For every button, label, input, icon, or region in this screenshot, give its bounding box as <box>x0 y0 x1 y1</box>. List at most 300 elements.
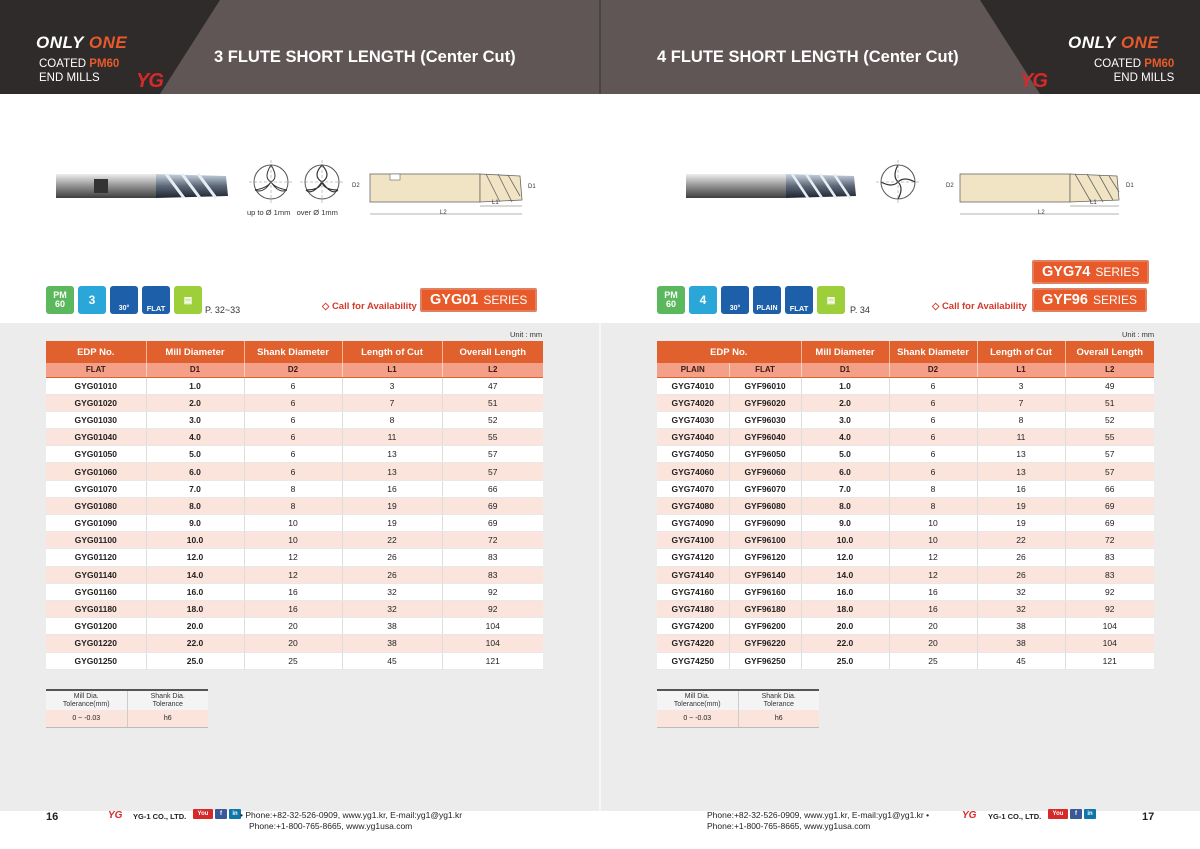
table-cell: 16 <box>889 600 977 617</box>
table-cell: 57 <box>1065 463 1154 480</box>
table-cell: GYG74160 <box>657 583 729 600</box>
table-cell: 6.0 <box>146 463 244 480</box>
table-cell: GYF96250 <box>729 652 801 669</box>
table-cell: GYG01010 <box>46 377 146 394</box>
table-row <box>657 532 1154 549</box>
table-row <box>657 377 1154 394</box>
table-cell: 13 <box>342 463 442 480</box>
tol-header-mill: Mill Dia. Tolerance(mm) <box>46 690 127 710</box>
table-cell: GYG74050 <box>657 446 729 463</box>
sub-d1: D1 <box>146 363 244 377</box>
table-cell: 6 <box>244 411 342 428</box>
pm60-icon-right: PM 60 <box>657 286 685 314</box>
table-cell: GYF96200 <box>729 618 801 635</box>
table-cell: GYG74070 <box>657 480 729 497</box>
l2-label-left: L2 <box>440 210 447 216</box>
call-availability-right: ◇ Call for Availability <box>932 301 1027 312</box>
table-cell: 52 <box>1065 411 1154 428</box>
plain-end-icon: PLAIN <box>753 286 781 314</box>
spec-table-3flute <box>46 341 543 670</box>
table-cell: 16.0 <box>146 583 244 600</box>
d2-label-left: D2 <box>352 183 360 189</box>
tol-value-shank: h6 <box>738 710 819 727</box>
table-cell: 6 <box>889 411 977 428</box>
table-cell: 14.0 <box>146 566 244 583</box>
table-cell: GYG74250 <box>657 652 729 669</box>
table-cell: 83 <box>442 549 543 566</box>
flat-end-icon-right: FLAT <box>785 286 813 314</box>
cross-section-caption-left: up to Ø 1mm over Ø 1mm <box>247 208 338 217</box>
col-overall-length: Overall Length <box>442 341 543 363</box>
table-cell: 6.0 <box>801 463 889 480</box>
table-cell: GYG01100 <box>46 532 146 549</box>
col-length-of-cut: Length of Cut <box>342 341 442 363</box>
page-ref-right: P. 34 <box>850 305 870 315</box>
tol-header-mill: Mill Dia. Tolerance(mm) <box>657 690 738 710</box>
table-row <box>46 652 543 669</box>
sub-l2: L2 <box>442 363 543 377</box>
table-cell: 7 <box>342 394 442 411</box>
table-cell: GYG74140 <box>657 566 729 583</box>
table-cell: 104 <box>1065 618 1154 635</box>
table-cell: 7.0 <box>801 480 889 497</box>
cross-section-up-to-1mm <box>247 158 297 204</box>
table-row <box>46 635 543 652</box>
table-cell: GYG01140 <box>46 566 146 583</box>
table-cell: 49 <box>1065 377 1154 394</box>
endmill-photo-4flute <box>686 170 862 202</box>
table-cell: 22 <box>342 532 442 549</box>
table-cell: 92 <box>1065 600 1154 617</box>
table-cell: GYF96120 <box>729 549 801 566</box>
tolerance-table-left <box>46 689 208 728</box>
table-row <box>46 515 543 532</box>
table-cell: 20 <box>889 635 977 652</box>
table-cell: GYF96220 <box>729 635 801 652</box>
sub-l1: L1 <box>977 363 1065 377</box>
four-flute-icon: 4 <box>689 286 717 314</box>
table-cell: 69 <box>442 515 543 532</box>
table-cell: GYG74020 <box>657 394 729 411</box>
table-cell: 6 <box>244 463 342 480</box>
sub-d2: D2 <box>244 363 342 377</box>
table-cell: GYG01070 <box>46 480 146 497</box>
table-cell: 83 <box>442 566 543 583</box>
table-row <box>657 480 1154 497</box>
table-cell: 1.0 <box>801 377 889 394</box>
col-edp: EDP No. <box>657 341 801 363</box>
endmill-photo-3flute <box>56 170 232 202</box>
table-cell: 6 <box>244 429 342 446</box>
table-cell: 83 <box>1065 566 1154 583</box>
table-cell: 18.0 <box>801 600 889 617</box>
d2-label-right: D2 <box>946 183 954 189</box>
table-cell: 3 <box>342 377 442 394</box>
three-flute-icon: 3 <box>78 286 106 314</box>
table-cell: 4.0 <box>801 429 889 446</box>
table-cell: 32 <box>342 600 442 617</box>
table-row <box>46 446 543 463</box>
d1-label-right: D1 <box>1126 183 1134 189</box>
col-shank-diameter: Shank Diameter <box>244 341 342 363</box>
table-cell: GYG01120 <box>46 549 146 566</box>
table-cell: 66 <box>1065 480 1154 497</box>
sub-d2: D2 <box>889 363 977 377</box>
table-cell: 32 <box>977 600 1065 617</box>
sub-d1: D1 <box>801 363 889 377</box>
table-cell: 32 <box>342 583 442 600</box>
yg-footer-logo-right: YG <box>962 810 977 821</box>
unit-label-left: Unit : mm <box>510 330 543 339</box>
table-cell: 11 <box>342 429 442 446</box>
table-cell: 5.0 <box>801 446 889 463</box>
table-cell: GYG01020 <box>46 394 146 411</box>
table-row <box>46 583 543 600</box>
table-cell: 8 <box>977 411 1065 428</box>
table-cell: 3.0 <box>146 411 244 428</box>
table-cell: 1.0 <box>146 377 244 394</box>
table-cell: GYF96160 <box>729 583 801 600</box>
facebook-icon[interactable]: f <box>1070 809 1082 819</box>
table-cell: GYG01030 <box>46 411 146 428</box>
pm60-icon-left: PM 60 <box>46 286 74 314</box>
sub-l1: L1 <box>342 363 442 377</box>
table-cell: 16.0 <box>801 583 889 600</box>
table-cell: GYF96030 <box>729 411 801 428</box>
table-row <box>46 394 543 411</box>
table-cell: GYG01220 <box>46 635 146 652</box>
table-cell: 26 <box>342 549 442 566</box>
company-name-right: YG-1 CO., LTD. <box>988 812 1042 821</box>
table-row <box>657 583 1154 600</box>
table-cell: 19 <box>977 515 1065 532</box>
table-cell: 8 <box>244 480 342 497</box>
sub-flat: FLAT <box>729 363 801 377</box>
table-cell: GYF96140 <box>729 566 801 583</box>
table-cell: 51 <box>1065 394 1154 411</box>
table-cell: 13 <box>342 446 442 463</box>
table-cell: 72 <box>1065 532 1154 549</box>
table-cell: 45 <box>342 652 442 669</box>
table-cell: 25.0 <box>801 652 889 669</box>
table-cell: 25 <box>889 652 977 669</box>
table-cell: GYF96020 <box>729 394 801 411</box>
yg-footer-logo-left: YG <box>108 810 123 821</box>
table-cell: 6 <box>244 377 342 394</box>
tol-value-shank: h6 <box>127 710 208 727</box>
table-row <box>657 515 1154 532</box>
table-cell: 9.0 <box>801 515 889 532</box>
table-row <box>657 497 1154 514</box>
table-cell: 19 <box>977 497 1065 514</box>
table-cell: GYG74200 <box>657 618 729 635</box>
page-title-right: 4 FLUTE SHORT LENGTH (Center Cut) <box>657 48 959 66</box>
col-mill-diameter: Mill Diameter <box>146 341 244 363</box>
table-cell: 38 <box>977 635 1065 652</box>
table-cell: 20.0 <box>146 618 244 635</box>
material-icon-left: ▤ <box>174 286 202 314</box>
table-cell: 12 <box>244 549 342 566</box>
table-cell: 57 <box>442 463 543 480</box>
page-header <box>0 0 1200 94</box>
table-cell: 11 <box>977 429 1065 446</box>
table-cell: 10 <box>889 532 977 549</box>
table-cell: GYG01090 <box>46 515 146 532</box>
material-icon-right: ▤ <box>817 286 845 314</box>
coated-pm60-left: COATED PM60 END MILLS <box>39 58 120 84</box>
social-links-left <box>193 809 241 819</box>
table-cell: 69 <box>1065 515 1154 532</box>
table-cell: 92 <box>442 583 543 600</box>
table-cell: GYF96060 <box>729 463 801 480</box>
table-cell: 6 <box>889 377 977 394</box>
unit-label-right: Unit : mm <box>1122 330 1155 339</box>
table-cell: 3 <box>977 377 1065 394</box>
table-cell: 7.0 <box>146 480 244 497</box>
helix-angle-icon-left: 30° <box>110 286 138 314</box>
table-cell: 16 <box>244 583 342 600</box>
youtube-icon[interactable]: You <box>193 809 213 819</box>
contact-info-right: Phone:+82-32-526-0909, www.yg1.kr, E-mail:yg1@yg1.kr • Phone:+1-800-765-8665, www.yg1usa.com <box>707 810 930 831</box>
tolerance-table-right <box>657 689 819 728</box>
table-cell: GYG74120 <box>657 549 729 566</box>
table-cell: 57 <box>442 446 543 463</box>
table-cell: 6 <box>889 429 977 446</box>
table-cell: 55 <box>1065 429 1154 446</box>
table-cell: GYG01180 <box>46 600 146 617</box>
table-cell: GYF96090 <box>729 515 801 532</box>
table-cell: GYF96180 <box>729 600 801 617</box>
tol-header-shank: Shank Dia. Tolerance <box>127 690 208 710</box>
youtube-icon[interactable]: You <box>1048 809 1068 819</box>
table-row <box>46 463 543 480</box>
table-cell: 18.0 <box>146 600 244 617</box>
page-ref-left: P. 32~33 <box>205 305 241 315</box>
table-row <box>657 618 1154 635</box>
table-cell: GYG74100 <box>657 532 729 549</box>
page-number-right: 17 <box>1142 811 1155 823</box>
table-cell: 10.0 <box>146 532 244 549</box>
table-cell: GYF96010 <box>729 377 801 394</box>
table-cell: 72 <box>442 532 543 549</box>
table-cell: 32 <box>977 583 1065 600</box>
table-cell: 10.0 <box>801 532 889 549</box>
yg-logo-left: YG <box>136 70 163 92</box>
d1-label-left: D1 <box>528 184 536 190</box>
table-cell: GYG74030 <box>657 411 729 428</box>
table-cell: 104 <box>1065 635 1154 652</box>
table-cell: 121 <box>442 652 543 669</box>
table-row <box>657 463 1154 480</box>
table-cell: 16 <box>977 480 1065 497</box>
table-row <box>657 446 1154 463</box>
table-cell: 5.0 <box>146 446 244 463</box>
l1-label-right: L1 <box>1090 200 1097 206</box>
table-row <box>46 566 543 583</box>
table-cell: GYG01060 <box>46 463 146 480</box>
table-row <box>657 429 1154 446</box>
table-cell: 22.0 <box>146 635 244 652</box>
linkedin-icon[interactable]: in <box>1084 809 1096 819</box>
yg-logo-right: YG <box>1020 70 1047 92</box>
table-cell: GYG01080 <box>46 497 146 514</box>
social-links-right <box>1048 809 1096 819</box>
table-cell: 25.0 <box>146 652 244 669</box>
table-cell: 57 <box>1065 446 1154 463</box>
table-row <box>657 394 1154 411</box>
table-cell: 92 <box>1065 583 1154 600</box>
facebook-icon[interactable]: f <box>215 809 227 819</box>
series-badge-gyg01: GYG01 SERIES <box>420 288 537 312</box>
table-cell: 26 <box>342 566 442 583</box>
table-row <box>657 566 1154 583</box>
sub-l2: L2 <box>1065 363 1154 377</box>
helix-angle-icon-right: 30° <box>721 286 749 314</box>
coated-pm60-right: COATED PM60 END MILLS <box>1094 58 1175 84</box>
table-cell: 8 <box>244 497 342 514</box>
table-cell: GYF96100 <box>729 532 801 549</box>
table-cell: 104 <box>442 635 543 652</box>
tol-value-mill: 0 ~ -0.03 <box>657 710 738 727</box>
table-row <box>657 411 1154 428</box>
table-cell: GYG01160 <box>46 583 146 600</box>
table-cell: 69 <box>1065 497 1154 514</box>
page-divider <box>599 323 601 811</box>
tol-value-mill: 0 ~ -0.03 <box>46 710 127 727</box>
table-cell: 2.0 <box>801 394 889 411</box>
table-cell: 38 <box>342 635 442 652</box>
table-cell: 6 <box>244 446 342 463</box>
sub-plain: PLAIN <box>657 363 729 377</box>
table-cell: 10 <box>244 532 342 549</box>
linkedin-icon[interactable]: in <box>229 809 241 819</box>
table-row <box>46 618 543 635</box>
header-divider <box>599 0 601 94</box>
table-row <box>657 600 1154 617</box>
table-row <box>657 652 1154 669</box>
table-cell: GYG01250 <box>46 652 146 669</box>
table-cell: 9.0 <box>146 515 244 532</box>
table-cell: 7 <box>977 394 1065 411</box>
table-cell: 3.0 <box>801 411 889 428</box>
table-row <box>46 600 543 617</box>
table-cell: 20 <box>244 618 342 635</box>
table-cell: GYG74010 <box>657 377 729 394</box>
col-mill-diameter: Mill Diameter <box>801 341 889 363</box>
page-title-left: 3 FLUTE SHORT LENGTH (Center Cut) <box>214 48 516 66</box>
table-cell: 14.0 <box>801 566 889 583</box>
l1-label-left: L1 <box>492 200 499 206</box>
cross-section-4flute <box>874 158 924 204</box>
flat-end-icon-left: FLAT <box>142 286 170 314</box>
dimension-drawing-4flute <box>945 166 1140 228</box>
table-cell: GYG01040 <box>46 429 146 446</box>
table-cell: 12.0 <box>146 549 244 566</box>
table-cell: 6 <box>244 394 342 411</box>
table-cell: 66 <box>442 480 543 497</box>
table-cell: 6 <box>889 394 977 411</box>
table-cell: 8.0 <box>146 497 244 514</box>
col-length-of-cut: Length of Cut <box>977 341 1065 363</box>
table-cell: 51 <box>442 394 543 411</box>
table-row <box>46 480 543 497</box>
table-cell: 55 <box>442 429 543 446</box>
table-cell: 8.0 <box>801 497 889 514</box>
table-cell: GYG74080 <box>657 497 729 514</box>
table-cell: 8 <box>889 497 977 514</box>
contact-info-left: • Phone:+82-32-526-0909, www.yg1.kr, E-mail:yg1@yg1.kr Phone:+1-800-765-8665, www.yg1usa.com <box>240 810 463 831</box>
table-cell: 19 <box>342 497 442 514</box>
table-cell: 8 <box>342 411 442 428</box>
table-cell: 52 <box>442 411 543 428</box>
table-cell: 10 <box>244 515 342 532</box>
l2-label-right: L2 <box>1038 210 1045 216</box>
table-cell: 26 <box>977 549 1065 566</box>
col-shank-diameter: Shank Diameter <box>889 341 977 363</box>
series-badge-gyg74: GYG74 SERIES <box>1032 260 1149 284</box>
table-cell: GYG74060 <box>657 463 729 480</box>
table-row <box>46 549 543 566</box>
table-cell: 12 <box>244 566 342 583</box>
table-cell: 12 <box>889 549 977 566</box>
table-cell: GYF96050 <box>729 446 801 463</box>
table-cell: 38 <box>342 618 442 635</box>
cross-section-over-1mm <box>298 158 348 204</box>
spec-table-4flute <box>657 341 1154 670</box>
header-left-wedge <box>160 0 220 94</box>
table-cell: 22 <box>977 532 1065 549</box>
table-cell: 45 <box>977 652 1065 669</box>
table-row <box>46 429 543 446</box>
table-row <box>657 549 1154 566</box>
table-cell: 6 <box>889 463 977 480</box>
table-cell: 20.0 <box>801 618 889 635</box>
table-cell: 47 <box>442 377 543 394</box>
table-cell: GYG01200 <box>46 618 146 635</box>
table-cell: 6 <box>889 446 977 463</box>
series-badge-gyf96: GYF96 SERIES <box>1032 288 1147 312</box>
table-row <box>46 497 543 514</box>
table-cell: 22.0 <box>801 635 889 652</box>
table-cell: 13 <box>977 446 1065 463</box>
table-cell: 20 <box>244 635 342 652</box>
table-cell: 25 <box>244 652 342 669</box>
table-cell: 69 <box>442 497 543 514</box>
table-cell: 26 <box>977 566 1065 583</box>
call-availability-left: ◇ Call for Availability <box>322 301 417 312</box>
table-row <box>46 532 543 549</box>
company-name-left: YG-1 CO., LTD. <box>133 812 187 821</box>
table-cell: GYG74040 <box>657 429 729 446</box>
table-cell: 12.0 <box>801 549 889 566</box>
tol-header-shank: Shank Dia. Tolerance <box>738 690 819 710</box>
table-cell: 10 <box>889 515 977 532</box>
table-cell: 16 <box>889 583 977 600</box>
table-cell: 12 <box>889 566 977 583</box>
table-cell: GYF96040 <box>729 429 801 446</box>
table-cell: 19 <box>342 515 442 532</box>
table-cell: 4.0 <box>146 429 244 446</box>
table-cell: 20 <box>889 618 977 635</box>
table-row <box>657 635 1154 652</box>
sub-flat: FLAT <box>46 363 146 377</box>
table-cell: 92 <box>442 600 543 617</box>
table-cell: 83 <box>1065 549 1154 566</box>
table-cell: GYG74090 <box>657 515 729 532</box>
table-cell: GYG01050 <box>46 446 146 463</box>
table-cell: 13 <box>977 463 1065 480</box>
col-overall-length: Overall Length <box>1065 341 1154 363</box>
